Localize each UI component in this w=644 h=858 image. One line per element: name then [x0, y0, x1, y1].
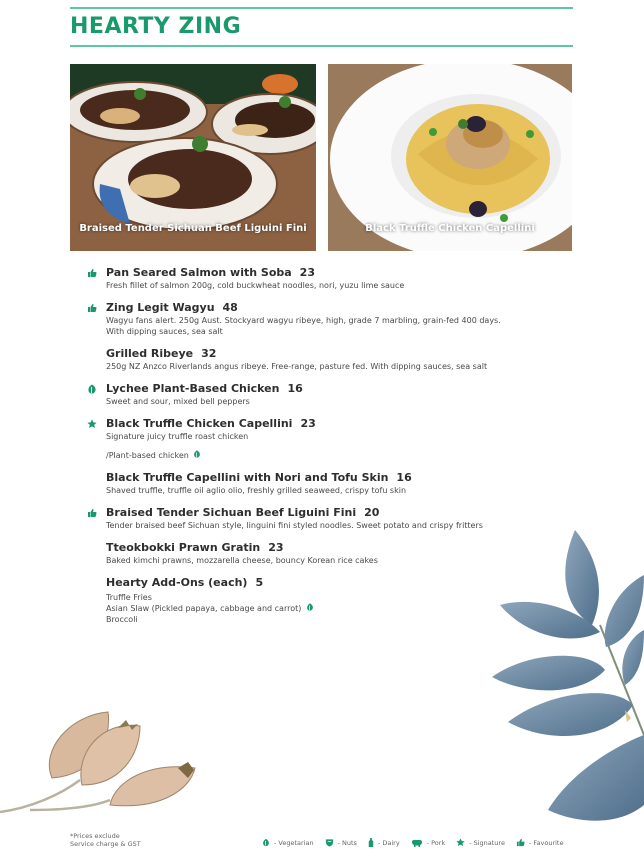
menu-item [86, 471, 556, 496]
item-variant [106, 450, 556, 461]
header-rule-top [70, 7, 573, 9]
item-price: 23 [268, 541, 284, 554]
item-name: Lychee Plant-Based Chicken [106, 382, 280, 395]
photo-caption: Braised Tender Sichuan Beef Liguini Fini [79, 223, 307, 234]
item-description: Truffle Fries [106, 593, 152, 602]
item-price: 23 [300, 417, 316, 430]
item-name: Black Truffle Chicken Capellini [106, 417, 293, 430]
legend-signature [456, 838, 505, 847]
legend-nuts [325, 838, 357, 847]
item-description: Shaved truffle, truffle oil aglio olio, freshly grilled seaweed, crispy tofu skin [106, 486, 407, 495]
item-price: 5 [255, 576, 264, 589]
item-description: Sweet and sour, mixed bell peppers [106, 397, 250, 406]
item-description: Fresh fillet of salmon 200g, cold buckwheat noodles, nori, yuzu lime sauce [106, 281, 405, 290]
header-rule-bottom [70, 45, 573, 47]
legend-dairy [368, 838, 400, 847]
footnote-line: Service charge & GST [70, 840, 141, 848]
item-description: Signature juicy truffle roast chicken [106, 432, 249, 441]
item-description: Tender braised beef Sichuan style, linguini fini styled noodles. Sweet potato and crispy fritters [106, 521, 483, 530]
vegetarian-icon [262, 838, 270, 847]
signature-icon [86, 418, 98, 430]
menu-item [86, 382, 556, 407]
photo-caption: Black Truffle Chicken Capellini [365, 223, 535, 234]
item-description: Wagyu fans alert. 250g Aust. Stockyard wagyu ribeye, high, grade 7 marbling, grain-fed 400 days. [106, 316, 501, 325]
favourite-icon [86, 507, 98, 519]
nuts-icon [325, 838, 334, 847]
price-footnote [70, 832, 141, 848]
favourite-icon [516, 838, 525, 847]
item-name: Grilled Ribeye [106, 347, 194, 360]
item-price: 23 [299, 266, 315, 279]
item-description: 250g NZ Anzco Riverlands angus ribeye. Free-range, pasture fed. With dipping sauces, sea salt [106, 362, 488, 371]
menu-item [86, 266, 556, 291]
menu-item [86, 347, 556, 372]
item-variant-label: /Plant-based chicken [106, 451, 189, 460]
legend-label: - Dairy [377, 838, 400, 847]
menu-item [86, 301, 556, 337]
item-price: 16 [287, 382, 303, 395]
item-description: With dipping sauces, sea salt [106, 327, 223, 336]
photo-sichuan-beef [70, 64, 316, 251]
item-price: 16 [396, 471, 412, 484]
legend-label: - Vegetarian [274, 838, 314, 847]
item-price: 20 [364, 506, 380, 519]
item-name: Black Truffle Capellini with Nori and Tofu Skin [106, 471, 389, 484]
item-name: Hearty Add-Ons (each) [106, 576, 248, 589]
vegetarian-icon [86, 383, 98, 395]
legend-label: - Favourite [528, 838, 564, 847]
item-description: Broccoli [106, 615, 138, 624]
item-name: Zing Legit Wagyu [106, 301, 215, 314]
pork-icon [411, 839, 423, 847]
item-description: Asian Slaw (Pickled papaya, cabbage and carrot) [106, 604, 302, 613]
footnote-line: *Prices exclude [70, 832, 120, 840]
vegetarian-icon [306, 603, 314, 614]
item-price: 48 [222, 301, 238, 314]
dairy-icon [368, 838, 374, 847]
tan-pods-illustration [0, 700, 210, 820]
legend-label: - Pork [426, 838, 446, 847]
photo-truffle-capellini [328, 64, 572, 251]
vegetarian-icon [193, 450, 201, 461]
favourite-icon [86, 302, 98, 314]
page-title: HEARTY ZING [70, 14, 242, 39]
item-name: Braised Tender Sichuan Beef Liguini Fini [106, 506, 357, 519]
signature-icon [456, 838, 465, 847]
legend-label: - Signature [469, 838, 505, 847]
legend-vegetarian [262, 838, 314, 847]
favourite-icon [86, 267, 98, 279]
menu-item [86, 417, 556, 461]
item-description: Baked kimchi prawns, mozzarella cheese, bouncy Korean rice cakes [106, 556, 378, 565]
legend-favourite [516, 838, 564, 847]
item-name: Pan Seared Salmon with Soba [106, 266, 292, 279]
legend-label: - Nuts [337, 838, 357, 847]
legend-pork [411, 839, 446, 847]
item-price: 32 [201, 347, 217, 360]
dietary-legend [262, 838, 563, 847]
blue-leaves-illustration [480, 525, 644, 835]
item-name: Tteokbokki Prawn Gratin [106, 541, 261, 554]
